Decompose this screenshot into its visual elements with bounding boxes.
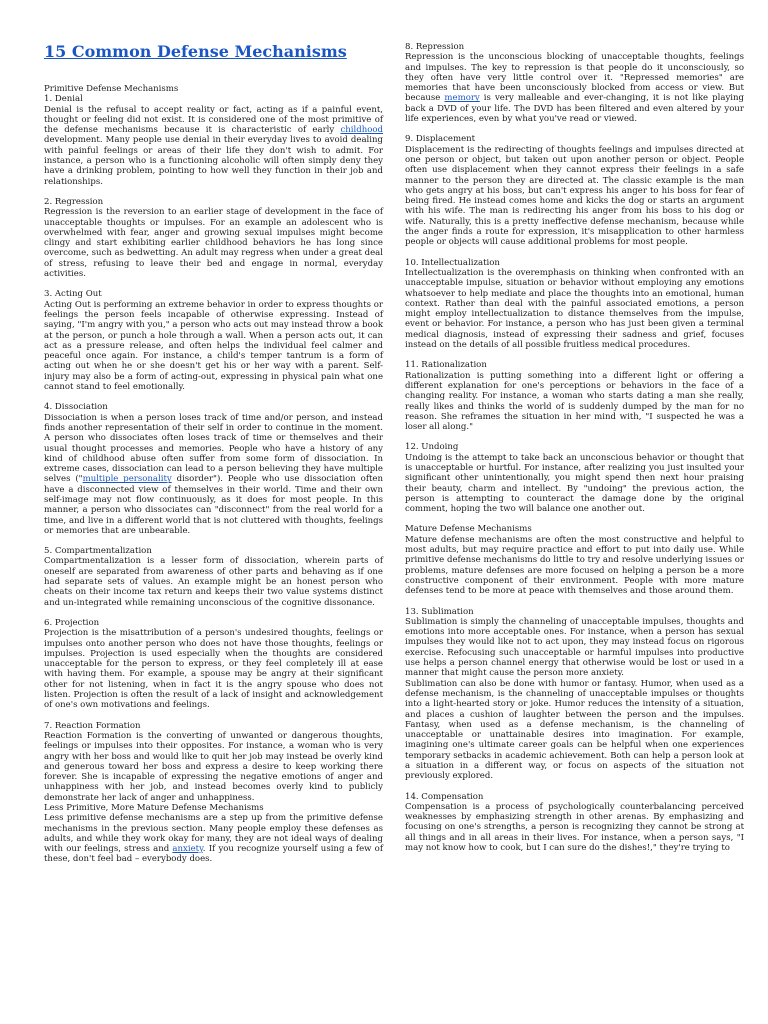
body-text: Less primitive defense mechanisms are a step up from the primitive defense mechanisms in the previous section. Many people employ these defenses as adults, and while they work okay for many, they are not ideal ways of dealing with our feelings, stress and [44,813,383,855]
section-heading: 13. Sublimation [405,606,474,617]
subheading-primitive: Primitive Defense Mechanisms [44,84,179,94]
section-body: Compartmentalization is a lesser form of dissociation, wherein parts of oneself are separated from awareness of other parts and behaving as if one had separate sets of values. An example might be an honest person who cheats on their income tax return and keeps their two value systems distinct and un-integrated while remaining unconscious of the cognitive dissonance. [44,556,383,608]
memory-link[interactable]: memory [444,93,480,104]
multiple-personality-link[interactable]: multiple personality [82,474,172,485]
section-heading: 9. Displacement [405,134,476,145]
document-title: 15 Common Defense Mechanisms [44,42,347,61]
section-body: Rationalization is putting something into a different light or offering a different explanation for one's perceptions or behaviors in the face of a changing reality. For instance, a woman who starts dating a man she really, really likes and thinks the world of is suddenly dumped by the man for no reason. She reframes the situation in her mind with, "I suspected he was a loser all along." [405,370,744,433]
section-body [44,413,383,537]
section-body [44,813,383,864]
body-text: disorder"). People who use dissociation often have a disconnected view of themselves in their world. Time and their own self-image may not flow continuously, as it does for most people. In this manner, a person who dissociates can "disconnect" from the real world for a time, and live in a different world that is not cluttered with thoughts, feelings or memories that are unbearable. [44,474,383,536]
section-heading: 14. Compensation [405,791,484,802]
body-text: . If you recognize yourself using a few of these, don't feel bad – everybody does. [44,844,383,865]
section-regression [44,197,383,279]
left-column [44,38,383,1024]
section-denial [44,94,383,187]
section-heading: 5. Compartmentalization [44,546,152,557]
section-repression [405,42,744,124]
section-heading: 6. Projection [44,617,100,628]
body-text: is very malleable and ever-changing, it is not like playing back a DVD of your life. The DVD has been filtered and even altered by your life experiences, even by what you've read or viewed. [405,93,744,125]
section-heading: 3. Acting Out [44,289,102,300]
section-body: Sublimation can also be done with humor or fantasy. Humor, when used as a defense mechanism, is the channeling of unacceptable impulses or thoughts into a light-hearted story or joke. Humor reduces the intensity of a situation, and places a cushion of laughter between the person and the impulses. Fantasy, when used as a defense mechanism, is the channeling of unacceptable or unattainable desires into imagination. For example, imagining one's ultimate career goals can be helpful when one experiences temporary setbacks in academic achievement. Both can help a person look at a situation in a different way, or focus on aspects of the situation not previously explored. [405,678,744,782]
section-body: Sublimation is simply the channeling of unacceptable impulses, thoughts and emotions into more acceptable ones. For instance, when a person has sexual impulses they would like not to act upon, they may instead focus on rigorous exercise. Refocusing such unacceptable or harmful impulses into productive use helps a person channel energy that otherwise would be lost or used in a manner that might cause the person more anxiety. [405,616,744,679]
section-less-primitive [44,803,383,865]
subheading-mature: Mature Defense Mechanisms [405,524,532,535]
section-heading: 7. Reaction Formation [44,720,141,731]
body-text: Denial is the refusal to accept reality or fact, acting as if a painful event, thought or feeling did not exist. It is considered one of the most primitive of the defense mechanisms because it is characteristic of early [44,104,383,136]
section-heading: 10. Intellectualization [405,257,500,268]
body-text: Dissociation is when a person loses track of time and/or person, and instead finds another representation of their self in order to continue in the moment. A person who dissociates often loses track of time or themselves and their usual thought processes and memories. People who have a history of any kind of childhood abuse often suffer from some form of dissociation. In extreme cases, dissociation can lead to a person believing they have multiple selves (" [44,412,383,485]
section-acting-out [44,289,383,392]
section-heading: 8. Repression [405,42,465,52]
section-body: Displacement is the redirecting of thoughts feelings and impulses directed at one person or object, but taken out upon another person or object. People often use displacement when they cannot express their feelings in a safe manner to the person they are directed at. The classic example is the man who gets angry at his boss, but can't express his anger to his boss for fear of being fired. He instead comes home and kicks the dog or starts an argument with his wife. The man is redirecting his anger from his boss to his dog or wife. Naturally, this is a pretty ineffective defense mechanism, because while the anger finds a route for expression, it's misapplication to other harmless people or objects will cause additional problems for most people. [405,144,744,248]
section-compensation [405,792,744,854]
section-reaction-formation [44,721,383,803]
section-body: Mature defense mechanisms are often the most constructive and helpful to most adults, but may require practice and effort to put into daily use. While primitive defense mechanisms do little to try and resolve underlying issues or problems, mature defenses are more focused on helping a person be a more constructive component of their environment. People with more mature defenses tend to be more at peace with themselves and those around them. [405,534,744,597]
section-body [44,105,383,187]
section-body: Compensation is a process of psychologically counterbalancing perceived weaknesses by emphasizing strength in other arenas. By emphasizing and focusing on one's strengths, a person is recognizing they cannot be strong at all things and in all areas in their lives. For instance, when a person says, "I may not know how to cook, but I can sure do the dishes!," they're trying to [405,801,744,854]
section-body: Projection is the misattribution of a person's undesired thoughts, feelings or impulses onto another person who does not have those thoughts, feelings or impulses. Projection is used especially when the thoughts are considered unacceptable for the person to express, or they feel completely ill at ease with having them. For example, a spouse may be angry at their significant other for not listening, when in fact it is the angry spouse who does not listen. Projection is often the result of a lack of insight and acknowledgement of one's own motivations and feelings. [44,628,383,711]
section-heading: 11. Rationalization [405,360,487,371]
section-body: Undoing is the attempt to take back an unconscious behavior or thought that is unacceptable or hurtful. For instance, after realizing you just insulted your significant other unintentionally, you might spend then next hour praising their beauty, charm and intellect. By "undoing" the previous action, the person is attempting to counteract the damage done by the original comment, hoping the two will balance one another out. [405,452,744,515]
section-heading: 1. Denial [44,94,83,105]
section-body: Intellectualization is the overemphasis on thinking when confronted with an unacceptable impulse, situation or behavior without employing any emotions whatsoever to help mediate and place the thoughts into an emotional, human context. Rather than deal with the painful associated emotions, a person might employ intellectualization to distance themselves from the impulse, event or behavior. For instance, a person who has just been given a terminal medical diagnosis, instead of expressing their sadness and grief, focuses instead on the details of all possible fruitless medical procedures. [405,267,744,351]
section-undoing [405,442,744,514]
section-heading: 4. Dissociation [44,402,108,413]
right-column [405,38,744,1024]
section-body: Acting Out is performing an extreme behavior in order to express thoughts or feelings the person feels incapable of otherwise expressing. Instead of saying, "I'm angry with you," a person who acts out may instead throw a book at the person, or punch a hole through a wall. When a person acts out, it can act as a pressure release, and often helps the individual feel calmer and peaceful once again. For instance, a child's temper tantrum is a form of acting out when he or she doesn't get his or her way with a parent. Self-injury may also be a form of acting-out, expressing in physical pain what one cannot stand to feel emotionally. [44,299,383,393]
subheading-less-primitive: Less Primitive, More Mature Defense Mechanisms [44,803,264,813]
section-mature [405,524,744,596]
section-heading: 2. Regression [44,196,104,207]
section-body: Regression is the reversion to an earlier stage of development in the face of unacceptable thoughts or impulses. For an example an adolescent who is overwhelmed with fear, anger and growing sexual impulses might become clingy and start exhibiting earlier childhood behaviors he has long since overcome, such as bedwetting. An adult may regress when under a great deal of stress, refusing to leave their bed and engage in normal, everyday activities. [44,207,383,280]
section-body: Reaction Formation is the converting of unwanted or dangerous thoughts, feelings or impulses into their opposites. For instance, a woman who is very angry with her boss and would like to quit her job may instead be overly kind and generous toward her boss and express a desire to keep working there forever. She is incapable of expressing the negative emotions of anger and unhappiness with her job, and instead becomes overly kind to publicly demonstrate her lack of anger and unhappiness. [44,730,383,803]
section-rationalization [405,360,744,432]
body-text: Repression is the unconscious blocking of unacceptable thoughts, feelings and impulses. The key to repression is that people do it unconsciously, so they often have very little control over it. "Repressed memories" are memories that have been unconsciously blocked from access or view. But because [405,52,744,104]
section-body [405,52,744,124]
section-dissociation [44,402,383,536]
anxiety-link[interactable]: anxiety [172,844,203,855]
body-text: development. Many people use denial in their everyday lives to avoid dealing with painful feelings or areas of their life they don't wish to admit. For instance, a person who is a functioning alcoholic will often simply deny they have a drinking problem, pointing to how well they function in their job and relationships. [44,135,383,187]
section-projection [44,618,383,711]
section-intellectualization [405,258,744,351]
section-sublimation [405,607,744,782]
section-compartmentalization [44,546,383,608]
section-displacement [405,134,744,247]
childhood-link[interactable]: childhood [340,125,383,136]
section-heading: 12. Undoing [405,442,459,453]
